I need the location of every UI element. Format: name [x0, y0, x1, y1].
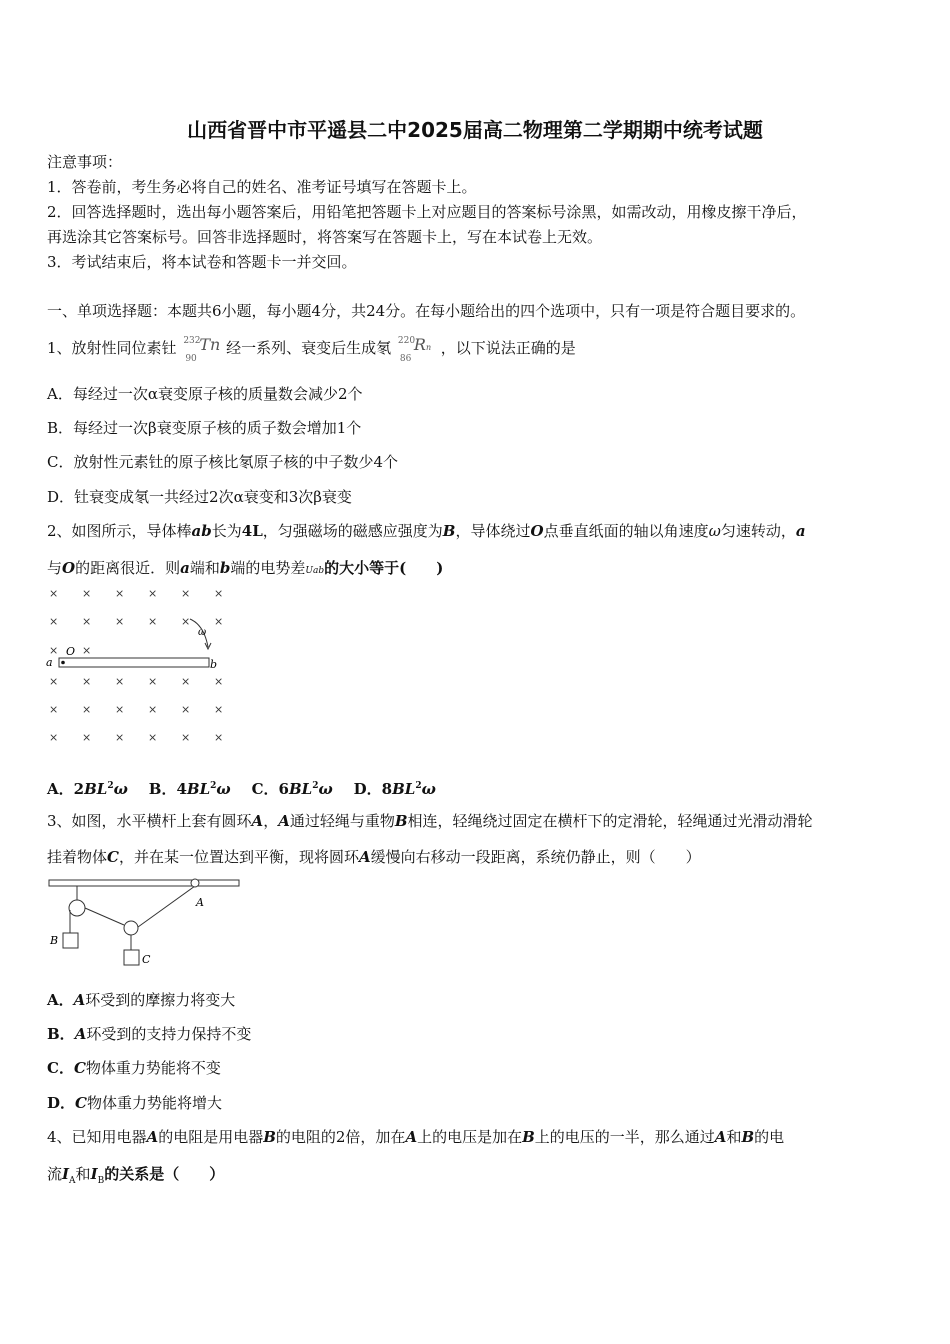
- field-cross-mark: ×: [181, 587, 191, 600]
- weight-c: [124, 950, 139, 965]
- label-o: O: [66, 645, 76, 658]
- field-cross-mark: ×: [148, 615, 158, 628]
- conductor-rod: [59, 658, 209, 667]
- note-item: 2．回答选择题时，选出每小题答案后，用铅笔把答题卡上对应题目的答案标号涂黑，如需改动，用橡皮擦干净后，: [47, 203, 807, 221]
- q2-option-b[interactable]: B．$4BL^2\omega$: [148, 780, 231, 798]
- field-cross-mark: ×: [181, 675, 191, 688]
- field-cross-mark: ×: [181, 615, 191, 628]
- field-cross-mark: ×: [214, 615, 224, 628]
- question-4-stem-line1: 4、已知用电器A的电阻是用电器B的电阻的2倍，加在A上的电压是加在B上的电压的一半，那么通过A和B的电: [47, 1128, 785, 1146]
- question-3-stem-line1: 3、如图，水平横杆上套有圆环A，A通过轻绳与重物B相连，轻绳绕过固定在横杆下的定滑轮，轻绳通过光滑动滑轮: [47, 812, 813, 830]
- section-heading: 一、单项选择题：本题共6小题，每小题4分，共24分。在每小题给出的四个选项中，只有一项是符合题目要求的。: [47, 302, 806, 320]
- field-cross-mark: ×: [214, 675, 224, 688]
- field-cross-mark: ×: [115, 615, 125, 628]
- field-cross-mark: ×: [82, 731, 92, 744]
- field-cross-mark: ×: [49, 731, 59, 744]
- pulley-figure: [46, 875, 246, 970]
- field-cross-mark: ×: [214, 703, 224, 716]
- field-cross-mark: ×: [148, 731, 158, 744]
- label-a: A: [196, 896, 204, 909]
- note-item: 再选涂其它答案标号。回答非选择题时，将答案写在答题卡上，写在本试卷上无效。: [47, 228, 603, 246]
- radon-nuclide: 220 86 Rn: [397, 335, 432, 364]
- note-item: 3．考试结束后，将本试卷和答题卡一并交回。: [47, 253, 357, 271]
- note-item: 1．答卷前，考生务必将自己的姓名、准考证号填写在答题卡上。: [47, 178, 477, 196]
- q2-option-a[interactable]: A．$2BL^2\omega$: [47, 780, 128, 798]
- q3-option-b[interactable]: B．A环受到的支持力保持不变: [47, 1025, 252, 1043]
- label-b: b: [210, 658, 218, 671]
- field-cross-mark: ×: [49, 675, 59, 688]
- q3-option-c[interactable]: C．C物体重力势能将不变: [47, 1059, 221, 1077]
- field-cross-mark: ×: [181, 703, 191, 716]
- field-cross-mark: ×: [49, 615, 59, 628]
- horizontal-bar: [49, 880, 239, 886]
- field-cross-mark: ×: [148, 675, 158, 688]
- question-3-stem-line2: 挂着物体C，并在某一位置达到平衡，现将圆环A缓慢向右移动一段距离，系统仍静止，则（ ）: [47, 848, 701, 866]
- thorium-nuclide: 232 90 Tn: [183, 335, 221, 364]
- q2-option-c[interactable]: C．$6BL^2\omega$: [251, 780, 333, 798]
- field-cross-mark: ×: [49, 703, 59, 716]
- field-cross-mark: ×: [115, 703, 125, 716]
- q2-option-d[interactable]: D．$8BL^2\omega$: [353, 780, 436, 798]
- question-4-stem-line2: 流$I_A$和$I_B$的关系是（ ）: [47, 1165, 225, 1186]
- label-omega: ω: [198, 627, 207, 638]
- field-cross-mark: ×: [82, 644, 92, 657]
- fixed-pulley: [69, 900, 85, 916]
- weight-b: [63, 933, 78, 948]
- pivot-point: [61, 661, 65, 665]
- field-cross-mark: ×: [214, 587, 224, 600]
- label-c: C: [142, 953, 151, 966]
- field-cross-mark: ×: [115, 675, 125, 688]
- field-cross-mark: ×: [82, 615, 92, 628]
- label-a: a: [46, 656, 53, 669]
- field-cross-mark: ×: [82, 587, 92, 600]
- field-cross-mark: ×: [181, 731, 191, 744]
- q3-option-a[interactable]: A．A环受到的摩擦力将变大: [47, 991, 236, 1009]
- q1-option-c[interactable]: C．放射性元素钍的原子核比氡原子核的中子数少4个: [47, 453, 399, 471]
- field-cross-mark: ×: [49, 644, 59, 657]
- question-2-stem-line2: 与O的距离很近．则a端和b端的电势差Uab的大小等于( ): [47, 559, 444, 577]
- question-1-stem: 1、放射性同位素钍 232 90 Tn 经一系列、衰变后生成氡 220 86 Rn ，以下说法正确的是: [47, 335, 576, 364]
- field-cross-mark: ×: [115, 731, 125, 744]
- ring-a: [191, 879, 199, 887]
- q1-option-a[interactable]: A．每经过一次α衰变原子核的质量数会减少2个: [47, 385, 363, 403]
- notes-heading: 注意事项：: [47, 153, 123, 171]
- field-cross-mark: ×: [214, 731, 224, 744]
- field-cross-mark: ×: [82, 675, 92, 688]
- q2-options: [47, 776, 436, 799]
- question-2-stem-line1: 2、如图所示，导体棒ab长为4L，匀强磁场的磁感应强度为B，导体绕过O点垂直纸面的轴以角速度ω匀速转动，a: [47, 522, 806, 540]
- q1-option-b[interactable]: B．每经过一次β衰变原子核的质子数会增加1个: [47, 419, 362, 437]
- field-cross-mark: ×: [82, 703, 92, 716]
- q1-option-d[interactable]: D．钍衰变成氡一共经过2次α衰变和3次β衰变: [47, 488, 352, 506]
- page-title: 山西省晋中市平遥县二中2025届高二物理第二学期期中统考试题: [187, 118, 763, 142]
- field-cross-mark: ×: [148, 703, 158, 716]
- label-b: B: [50, 934, 59, 947]
- movable-pulley: [124, 921, 138, 935]
- field-cross-mark: ×: [49, 587, 59, 600]
- magnetic-field-figure: [44, 585, 234, 750]
- field-cross-mark: ×: [115, 587, 125, 600]
- q3-option-d[interactable]: D．C物体重力势能将增大: [47, 1094, 222, 1112]
- field-cross-mark: ×: [148, 587, 158, 600]
